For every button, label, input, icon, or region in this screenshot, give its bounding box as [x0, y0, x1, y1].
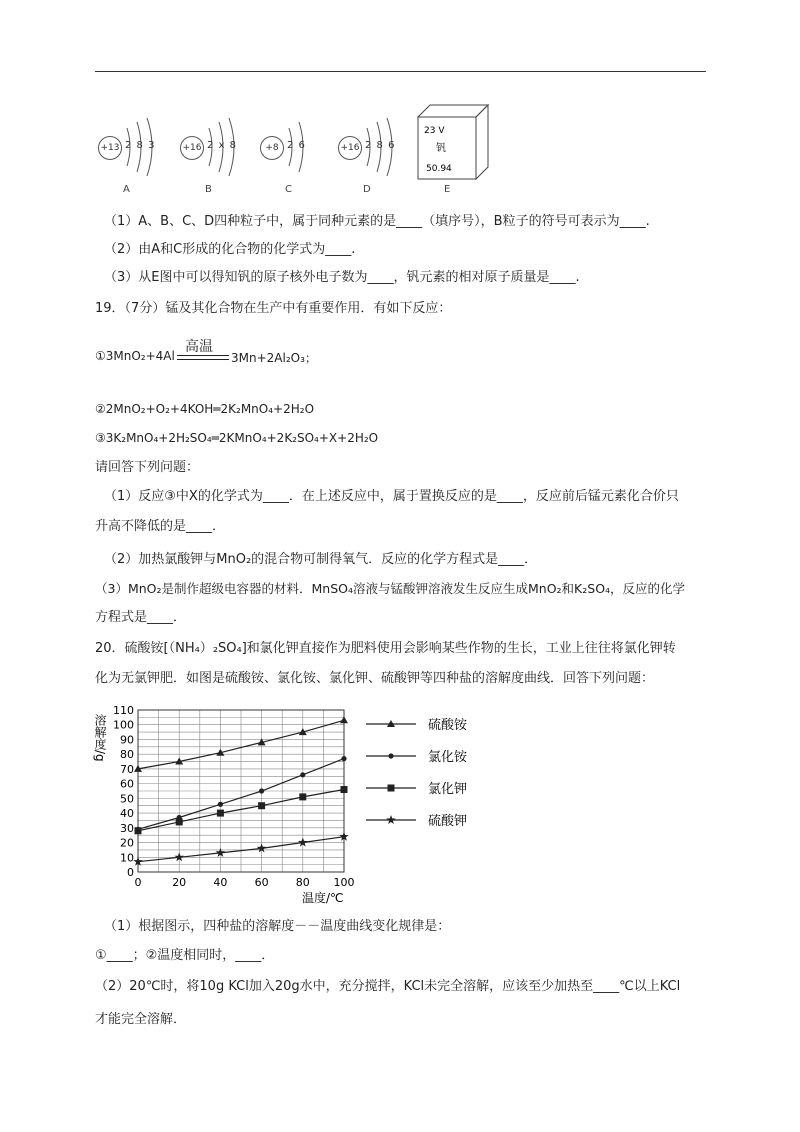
- data-point: [176, 818, 183, 825]
- x-tick-label: 20: [172, 876, 187, 889]
- data-point: [259, 788, 264, 793]
- data-point: [258, 802, 265, 809]
- q20-intro-line2: 化为无氯钾肥．如图是硫酸铵、氯化铵、氯化钾、硫酸钾等四种盐的溶解度曲线．回答下列问题：: [95, 671, 655, 686]
- y-tick-label: 20: [120, 836, 134, 850]
- x-tick-label: 100: [333, 876, 355, 889]
- element-number-symbol: 23 V: [424, 126, 445, 136]
- y-tick-label: 0: [127, 866, 134, 879]
- data-point: [341, 786, 348, 793]
- y-tick-label: 40: [120, 807, 134, 821]
- q19-part3b: 方程式是____．: [95, 610, 187, 625]
- q19-part1a: （1）反应③中X的化学式为____．在上述反应中，属于置换反应的是____，反应前后锰元素化合价只: [104, 489, 679, 504]
- nucleus-c: +8: [260, 136, 284, 160]
- electrons-a: 2 8 3: [125, 140, 156, 151]
- reaction-condition: 高温: [185, 339, 213, 355]
- y-tick-label: 80: [120, 748, 134, 762]
- label-d: D: [363, 184, 371, 195]
- x-tick-label: 80: [295, 876, 310, 889]
- nucleus-d: +16: [338, 136, 362, 160]
- element-mass: 50.94: [426, 164, 452, 174]
- legend-marker: [388, 753, 393, 758]
- element-name: 钒: [436, 143, 446, 154]
- electrons-b: 2 x 8: [207, 140, 237, 151]
- q19-part3a: （3）MnO₂是制作超级电容器的材料．MnSO₄溶液与锰酸钾溶液发生反应生成MnO₂和K₂SO₄，反应的化学: [95, 581, 686, 596]
- reaction-3: ③3K₂MnO₄+2H₂SO₄═2KMnO₄+2K₂SO₄+X+2H₂O: [95, 431, 379, 445]
- reaction-arrow: [177, 355, 229, 360]
- data-point: [135, 827, 142, 834]
- y-tick-label: 70: [120, 762, 134, 776]
- q19-part2: （2）加热氯酸钾与MnO₂的混合物可制得氧气．反应的化学方程式是____．: [104, 552, 538, 567]
- reaction-1-right: 3Mn+2Al₂O₃；: [231, 351, 317, 365]
- q19-ask: 请回答下列问题：: [95, 460, 200, 475]
- nucleus-a: +13: [98, 136, 122, 160]
- atom-diagram-a: [95, 98, 175, 198]
- chart-x-label: 温度/℃: [302, 891, 344, 905]
- x-tick-label: 60: [254, 876, 269, 889]
- label-a: A: [123, 184, 130, 195]
- y-tick-label: 90: [120, 733, 134, 747]
- y-tick-label: 100: [113, 718, 134, 732]
- q19-part1b: 升高不降低的是____．: [95, 519, 226, 534]
- q18-part1: （1）A、B、C、D四种粒子中，属于同种元素的是____（填序号），B粒子的符号可表示为____.: [104, 214, 650, 229]
- q20-part2a: （2）20℃时，将10g KCl加入20g水中，充分搅拌，KCl未完全溶解，应该至少加热至____℃以上KCl: [95, 979, 681, 994]
- y-tick-label: 110: [113, 704, 134, 717]
- data-point: [217, 810, 224, 817]
- header-rule: [95, 71, 706, 72]
- x-tick-label: 40: [213, 876, 228, 889]
- data-point: [300, 772, 305, 777]
- label-c: C: [285, 184, 292, 195]
- legend-label: 硫酸钾: [428, 814, 468, 829]
- q20-intro-line1: 20．硫酸铵[（NH₄）₂SO₄]和氯化钾直接作为肥料使用会影响某些作物的生长，工业上往往将氯化钾转: [95, 641, 676, 656]
- legend-marker: [386, 815, 396, 824]
- x-tick-label: 0: [134, 876, 142, 889]
- q19-title: 19．（7分）锰及其化合物在生产中有重要作用．有如下反应：: [95, 301, 452, 316]
- element-cell-box: [416, 103, 490, 181]
- legend-label: 氯化钾: [428, 782, 468, 797]
- electrons-c: 2 6: [287, 140, 306, 151]
- data-point: [218, 802, 223, 807]
- atom-diagram-c: [257, 98, 337, 198]
- q18-part2: （2）由A和C形成的化合物的化学式为____.: [104, 242, 356, 257]
- electrons-d: 2 8 6: [365, 140, 396, 151]
- q20-part1: （1）根据图示，四种盐的溶解度－－温度曲线变化规律是：: [104, 919, 451, 934]
- reaction-1-left: ①3MnO₂+4Al: [95, 349, 175, 363]
- nucleus-b: +16: [180, 136, 204, 160]
- data-point: [299, 793, 306, 800]
- atom-diagram-b: [177, 98, 257, 198]
- atom-diagram-d: [335, 98, 415, 198]
- legend-label: 硫酸铵: [428, 718, 468, 733]
- y-tick-label: 50: [120, 792, 134, 806]
- label-e: E: [444, 184, 451, 195]
- chart-y-label: 溶解度/g: [93, 714, 107, 762]
- y-tick-label: 30: [120, 821, 134, 835]
- legend-label: 氯化铵: [428, 750, 468, 765]
- y-tick-label: 10: [120, 851, 134, 865]
- reaction-2: ②2MnO₂+O₂+4KOH═2K₂MnO₄+2H₂O: [95, 402, 315, 416]
- label-b: B: [205, 184, 212, 195]
- q20-part1b: ①____；②温度相同时，____．: [95, 948, 275, 963]
- y-tick-label: 60: [120, 777, 134, 791]
- q20-part2b: 才能完全溶解．: [95, 1012, 187, 1027]
- q18-part3: （3）从E图中可以得知钒的原子核外电子数为____，钒元素的相对原子质量是____.: [104, 270, 580, 285]
- chart-legend: [360, 706, 520, 846]
- legend-marker: [388, 785, 395, 792]
- data-point: [341, 756, 346, 761]
